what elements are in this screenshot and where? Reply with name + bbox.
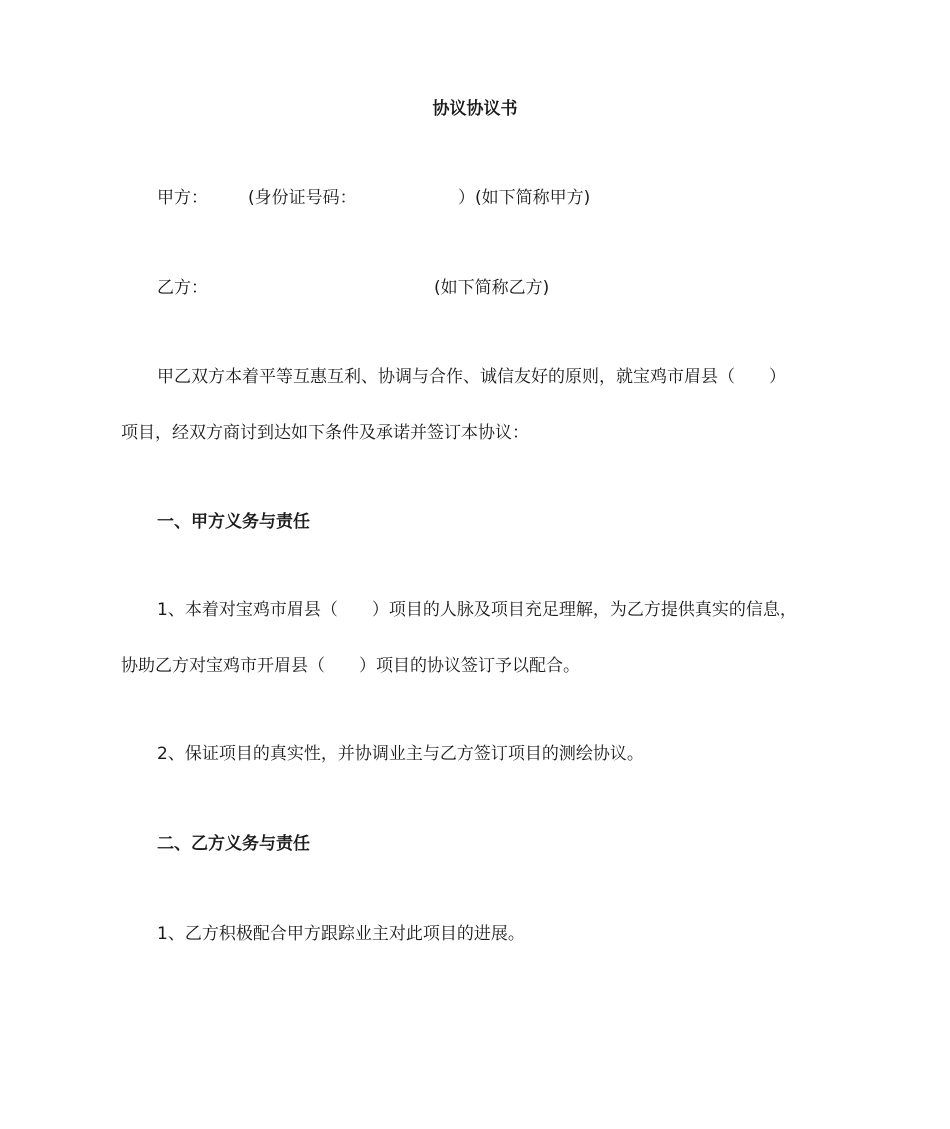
intro-line-1: 甲乙双方本着平等互惠互利、协调与合作、诚信友好的原则，就宝鸡市眉县（ ） [157, 367, 786, 387]
section-2-item-1: 1、乙方积极配合甲方跟踪业主对此项目的进展。 [157, 924, 525, 944]
party-a-id-label: (身份证号码： [248, 188, 357, 208]
party-a-label: 甲方： [157, 188, 208, 208]
section-1-item-2: 2、保证项目的真实性，并协调业主与乙方签订项目的测绘协议。 [157, 744, 644, 764]
intro-line-2: 项目，经双方商讨到达如下条件及承诺并签订本协议： [121, 423, 529, 443]
party-b-alias: (如下简称乙方) [434, 278, 550, 298]
party-b-label: 乙方： [157, 278, 208, 298]
section-1-heading: 一、甲方义务与责任 [157, 512, 310, 532]
section-1-item-1-line-2: 协助乙方对宝鸡市开眉县（ ）项目的协议签订予以配合。 [121, 656, 580, 676]
party-a-alias: ）(如下简称甲方) [458, 188, 591, 208]
document-title: 协议协议书 [432, 99, 518, 119]
section-1-item-1-line-1: 1、本着对宝鸡市眉县（ ）项目的人脉及项目充足理解，为乙方提供真实的信息， [157, 600, 797, 620]
section-2-heading: 二、乙方义务与责任 [157, 834, 310, 854]
